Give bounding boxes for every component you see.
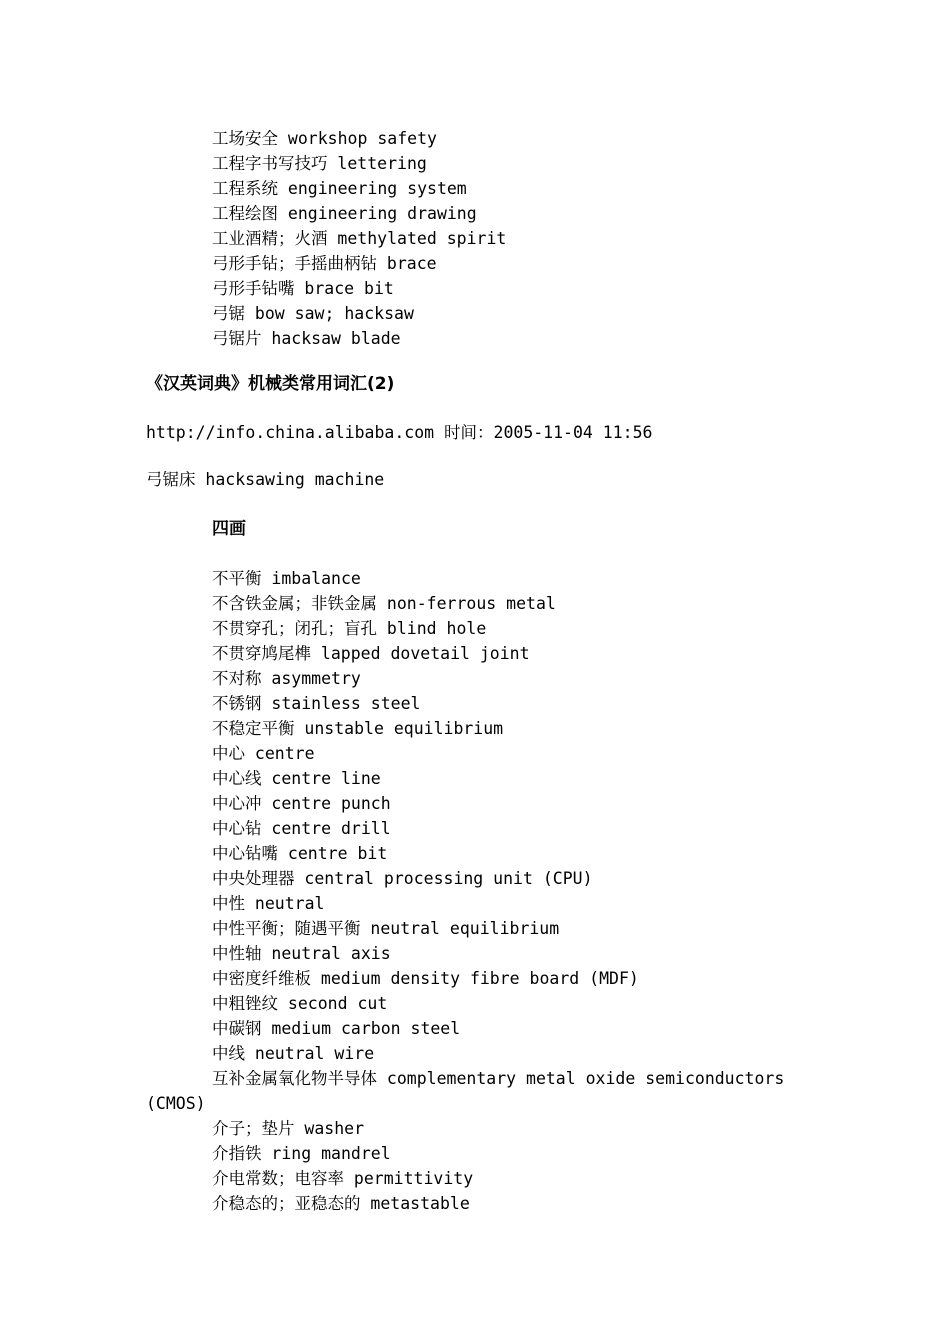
glossary-entry: 介指铁 ring mandrel xyxy=(212,1144,391,1163)
glossary-entry: 介子；垫片 washer xyxy=(212,1119,365,1138)
glossary-entry: 不平衡 imbalance xyxy=(212,569,361,588)
glossary-entry: 中密度纤维板 medium density fibre board (MDF) xyxy=(212,969,639,988)
glossary-entry: 不稳定平衡 unstable equilibrium xyxy=(212,719,504,738)
glossary-entry: 工场安全 workshop safety xyxy=(212,129,437,148)
glossary-list-four-strokes xyxy=(146,566,784,1216)
glossary-entry: 中粗锉纹 second cut xyxy=(212,994,388,1013)
glossary-entry: 不贯穿鸠尾榫 lapped dovetail joint xyxy=(212,644,530,663)
glossary-entry: 工业酒精；火酒 methylated spirit xyxy=(212,229,507,248)
glossary-entry-continuation: (CMOS) xyxy=(146,1094,206,1113)
glossary-entry: 中央处理器 central processing unit (CPU) xyxy=(212,869,593,888)
glossary-entry: 不对称 asymmetry xyxy=(212,669,361,688)
glossary-entry: 中性平衡；随遇平衡 neutral equilibrium xyxy=(212,919,560,938)
glossary-entry: 中性轴 neutral axis xyxy=(212,944,391,963)
glossary-entry: 中心 centre xyxy=(212,744,315,763)
glossary-entry: 工程系统 engineering system xyxy=(212,179,467,198)
glossary-entry: 弓锯床 hacksawing machine xyxy=(146,470,385,489)
glossary-entry: 中线 neutral wire xyxy=(212,1044,375,1063)
glossary-entry: 不含铁金属；非铁金属 non-ferrous metal xyxy=(212,594,556,613)
glossary-entry: 弓形手钻；手摇曲柄钻 brace xyxy=(212,254,437,273)
glossary-entry: 介电常数；电容率 permittivity xyxy=(212,1169,474,1188)
glossary-entry: 中心钻嘴 centre bit xyxy=(212,844,388,863)
glossary-entry: 中性 neutral xyxy=(212,894,325,913)
glossary-entry: 中心冲 centre punch xyxy=(212,794,391,813)
section-title: 四画 xyxy=(212,519,246,539)
glossary-entry: 中心线 centre line xyxy=(212,769,381,788)
glossary-entry: 不锈钢 stainless steel xyxy=(212,694,421,713)
article-source-and-time: http://info.china.alibaba.com 时间：2005-11-04 11:56 xyxy=(146,423,653,442)
glossary-entry: 互补金属氧化物半导体 complementary metal oxide semiconductors xyxy=(212,1069,785,1088)
glossary-entry: 工程绘图 engineering drawing xyxy=(212,204,477,223)
glossary-list-gong xyxy=(146,126,506,351)
glossary-entry: 工程字书写技巧 lettering xyxy=(212,154,427,173)
glossary-entry: 中心钻 centre drill xyxy=(212,819,391,838)
glossary-entry: 不贯穿孔；闭孔；盲孔 blind hole xyxy=(212,619,487,638)
glossary-entry: 弓锯 bow saw; hacksaw xyxy=(212,304,414,323)
article-title: 《汉英词典》机械类常用词汇(2) xyxy=(146,374,395,394)
glossary-entry: 中碳钢 medium carbon steel xyxy=(212,1019,461,1038)
glossary-entry: 弓锯片 hacksaw blade xyxy=(212,329,401,348)
glossary-entry: 介稳态的；亚稳态的 metastable xyxy=(212,1194,470,1213)
glossary-entry: 弓形手钻嘴 brace bit xyxy=(212,279,394,298)
